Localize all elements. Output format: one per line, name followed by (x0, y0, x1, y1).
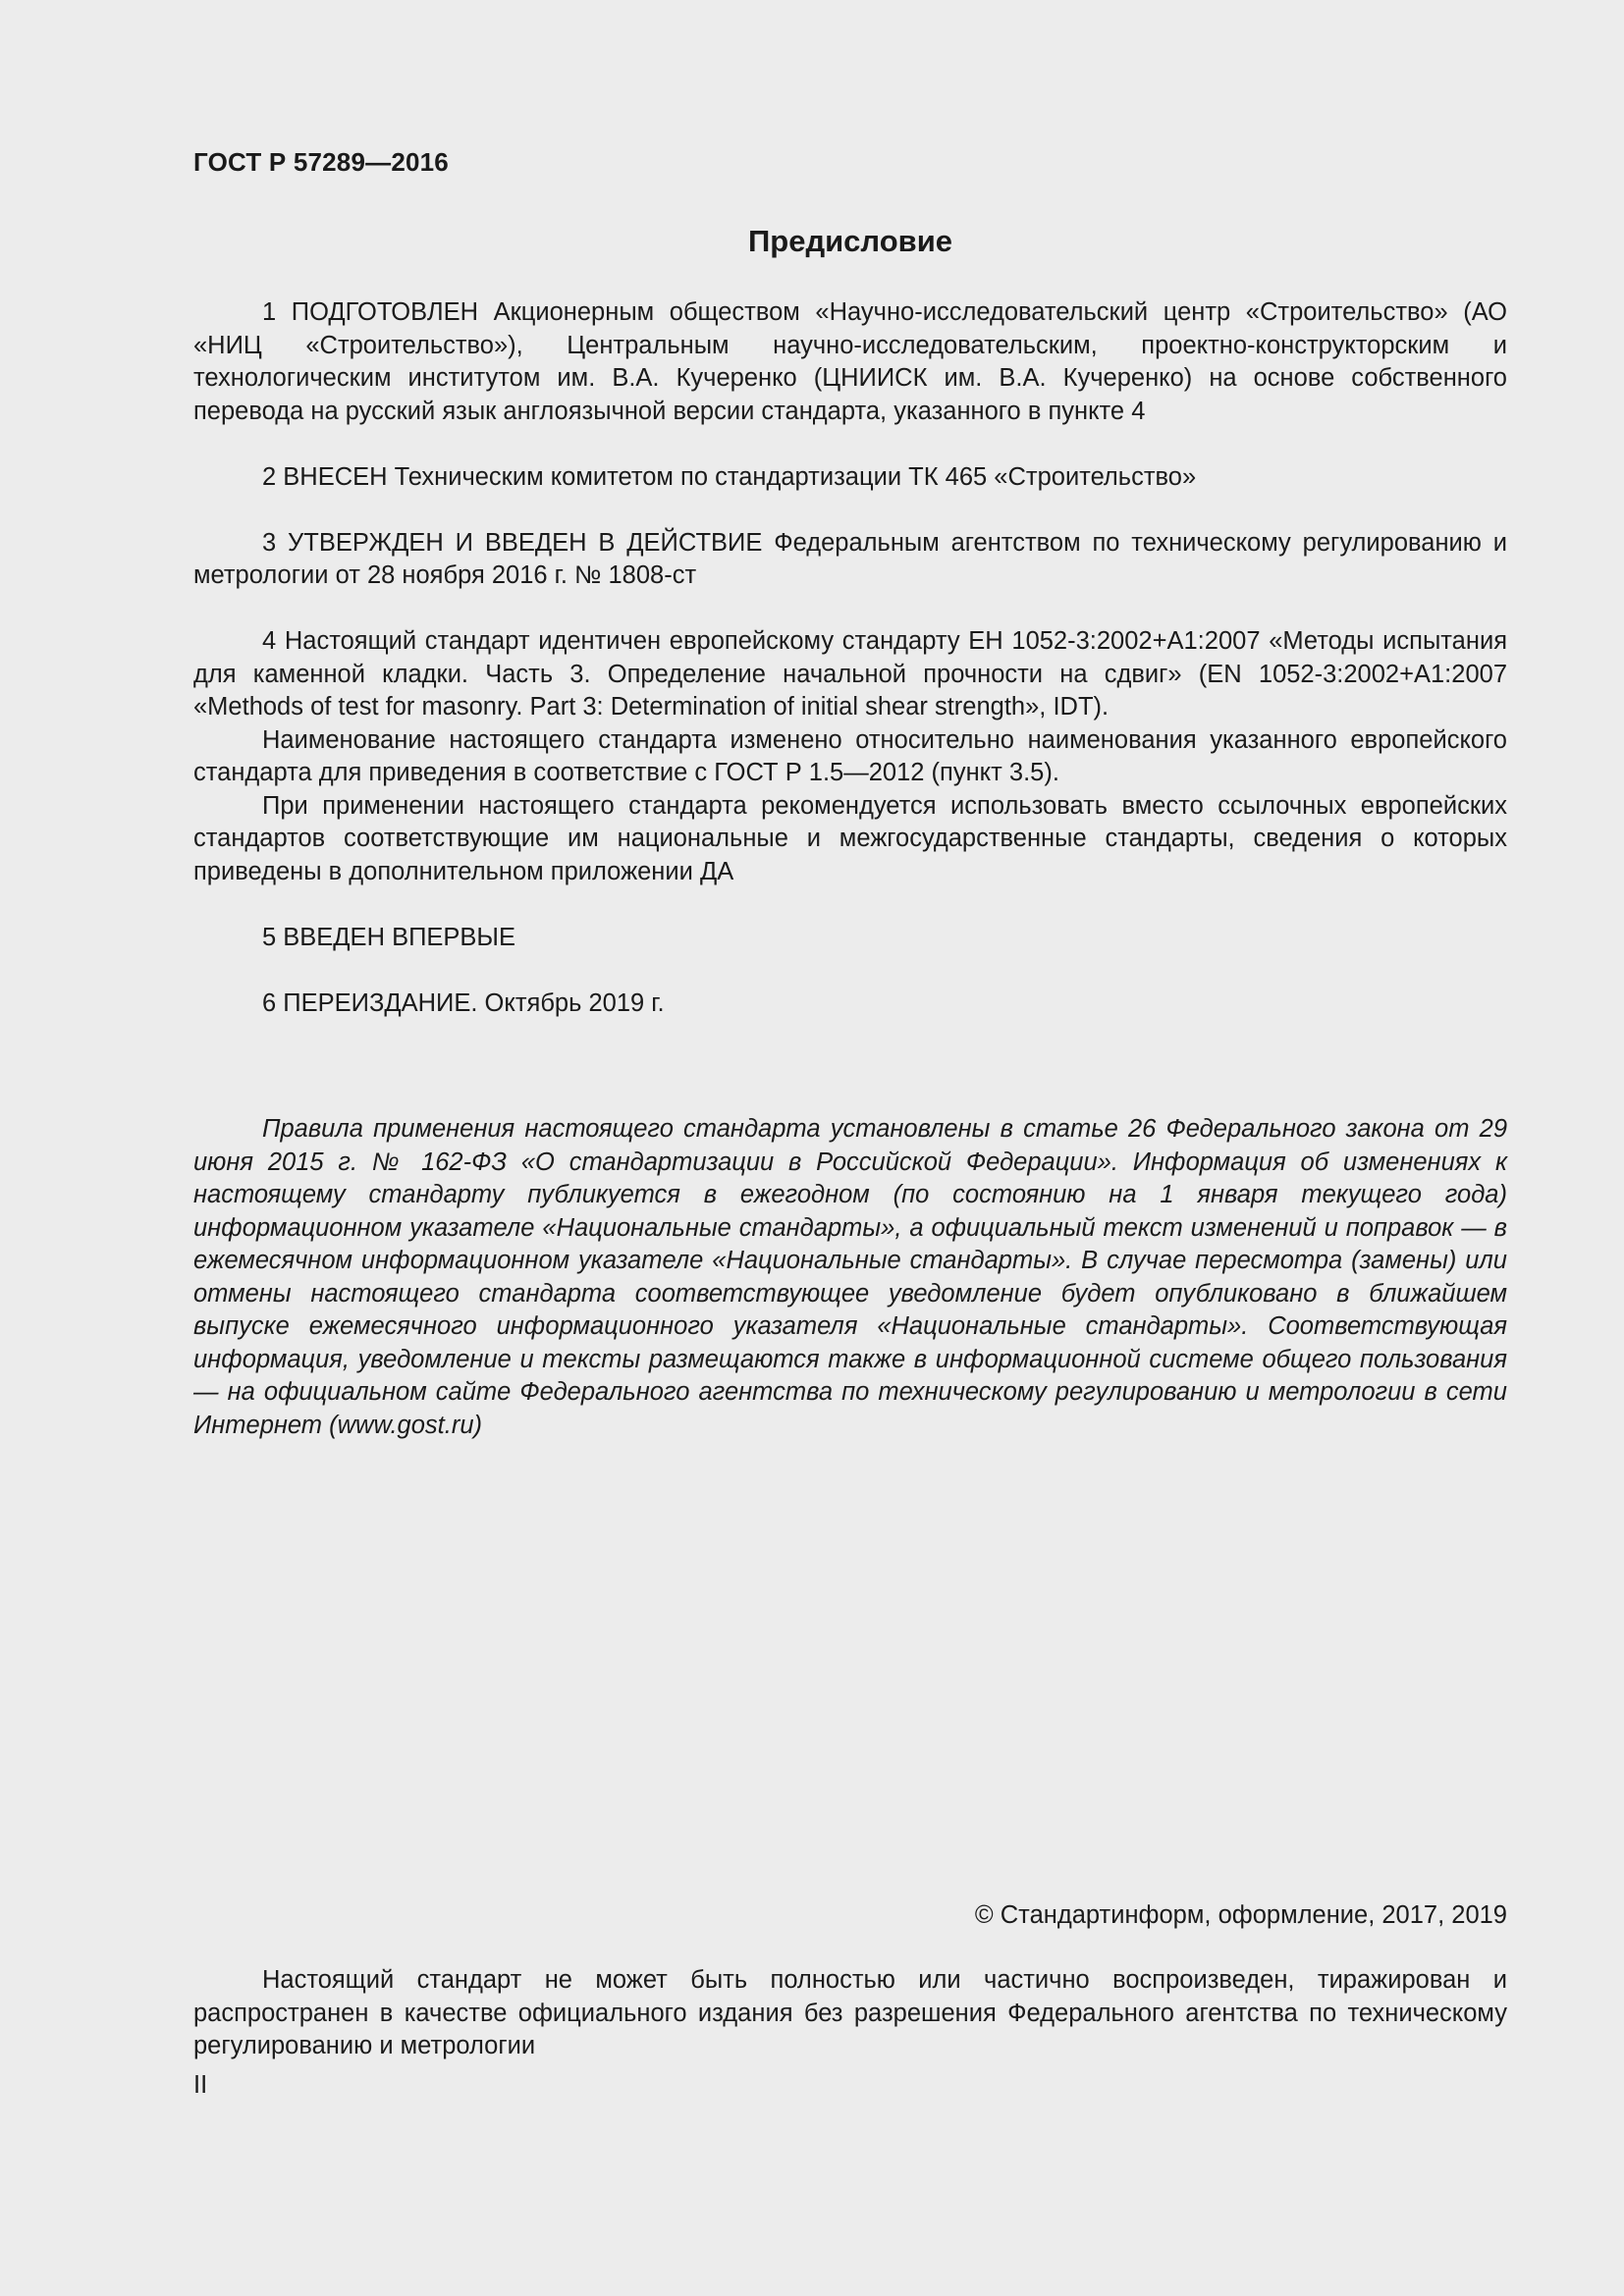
notice-text: Правила применения настоящего стандарта установлены в статье 26 Федерального закона от 29 июня 2015 г. № 162-ФЗ «О стандартизации в Российской Федерации». Информация об изменениях к настоящему стандарту публикуется в ежегодном (по состоянию на 1 января текущего года) информационном указателе «Национальные стандарты», а официальный текст изменений и поправок — в ежемесячном информационном указателе «Национальные стандарты». В случае пересмотра (замены) или отмены настоящего стандарта соответствующее уведомление будет опубликовано в ближайшем выпуске ежемесячного информационного указателя «Национальные стандарты». Соответствующая информация, уведомление и тексты размещаются также в информационной системе общего пользования — на официальном сайте Федерального агентства по техническому регулированию и метрологии в сети Интернет (www.gost.ru) (193, 1115, 1507, 1439)
page-title: Предисловие (747, 224, 952, 258)
paragraph-3-approved: 3 УТВЕРЖДЕН И ВВЕДЕН В ДЕЙСТВИЕ Федеральным агентством по техническому регулированию и метрологии от 28 ноября 2016 г. № 1808-ст (193, 528, 1507, 589)
paragraph-6-reissue: 6 ПЕРЕИЗДАНИЕ. Октябрь 2019 г. (262, 988, 665, 1017)
paragraph-5-introduced: 5 ВВЕДЕН ВПЕРВЫЕ (262, 923, 516, 951)
reproduction-notice-text: Настоящий стандарт не может быть полностью или частично воспроизведен, тиражирован и распространен в качестве официального издания без разрешения Федерального агентства по техническому регулированию и метрологии (193, 1966, 1507, 2059)
application-rules-notice (193, 1113, 1507, 1442)
paragraph-2-submitted: 2 ВНЕСЕН Техническим комитетом по стандартизации ТК 465 «Строительство» (262, 462, 1197, 491)
page-number: II (193, 2071, 208, 2099)
paragraph-1-prepared: 1 ПОДГОТОВЛЕН Акционерным обществом «Научно-исследовательский центр «Строительство» (АО «НИЦ «Строительство»), Центральным научно-исследовательским, проектно-конструкторским и технологическим институтом им. В.А. Кучеренко (ЦНИИСК им. В.А. Кучеренко) на основе собственного перевода на русский язык англоязычной версии стандарта, указанного в пункте 4 (193, 298, 1507, 425)
paragraph-4-references: При применении настоящего стандарта рекомендуется использовать вместо ссылочных европейских стандартов соответствующие им национальные и межгосударственные стандарты, сведения о которых приведены в дополнительном приложении ДА (193, 791, 1507, 885)
foreword-body (193, 296, 1507, 1020)
copyright-line: © Стандартинформ, оформление, 2017, 2019 (974, 1901, 1507, 1929)
paragraph-4-identical: 4 Настоящий стандарт идентичен европейскому стандарту ЕН 1052-3:2002+А1:2007 «Методы испытания для каменной кладки. Часть 3. Определение начальной прочности на сдвиг» (EN 1052-3:2002+A1:2007 «Methods of test for masonry. Part 3: Determination of initial shear strength», IDT). (193, 627, 1507, 721)
paragraph-4-name-change: Наименование настоящего стандарта изменено относительно наименования указанного европейского стандарта для приведения в соответствие с ГОСТ Р 1.5—2012 (пункт 3.5). (193, 725, 1507, 786)
standard-code-header: ГОСТ Р 57289—2016 (193, 147, 449, 177)
reproduction-notice (193, 1964, 1507, 2063)
